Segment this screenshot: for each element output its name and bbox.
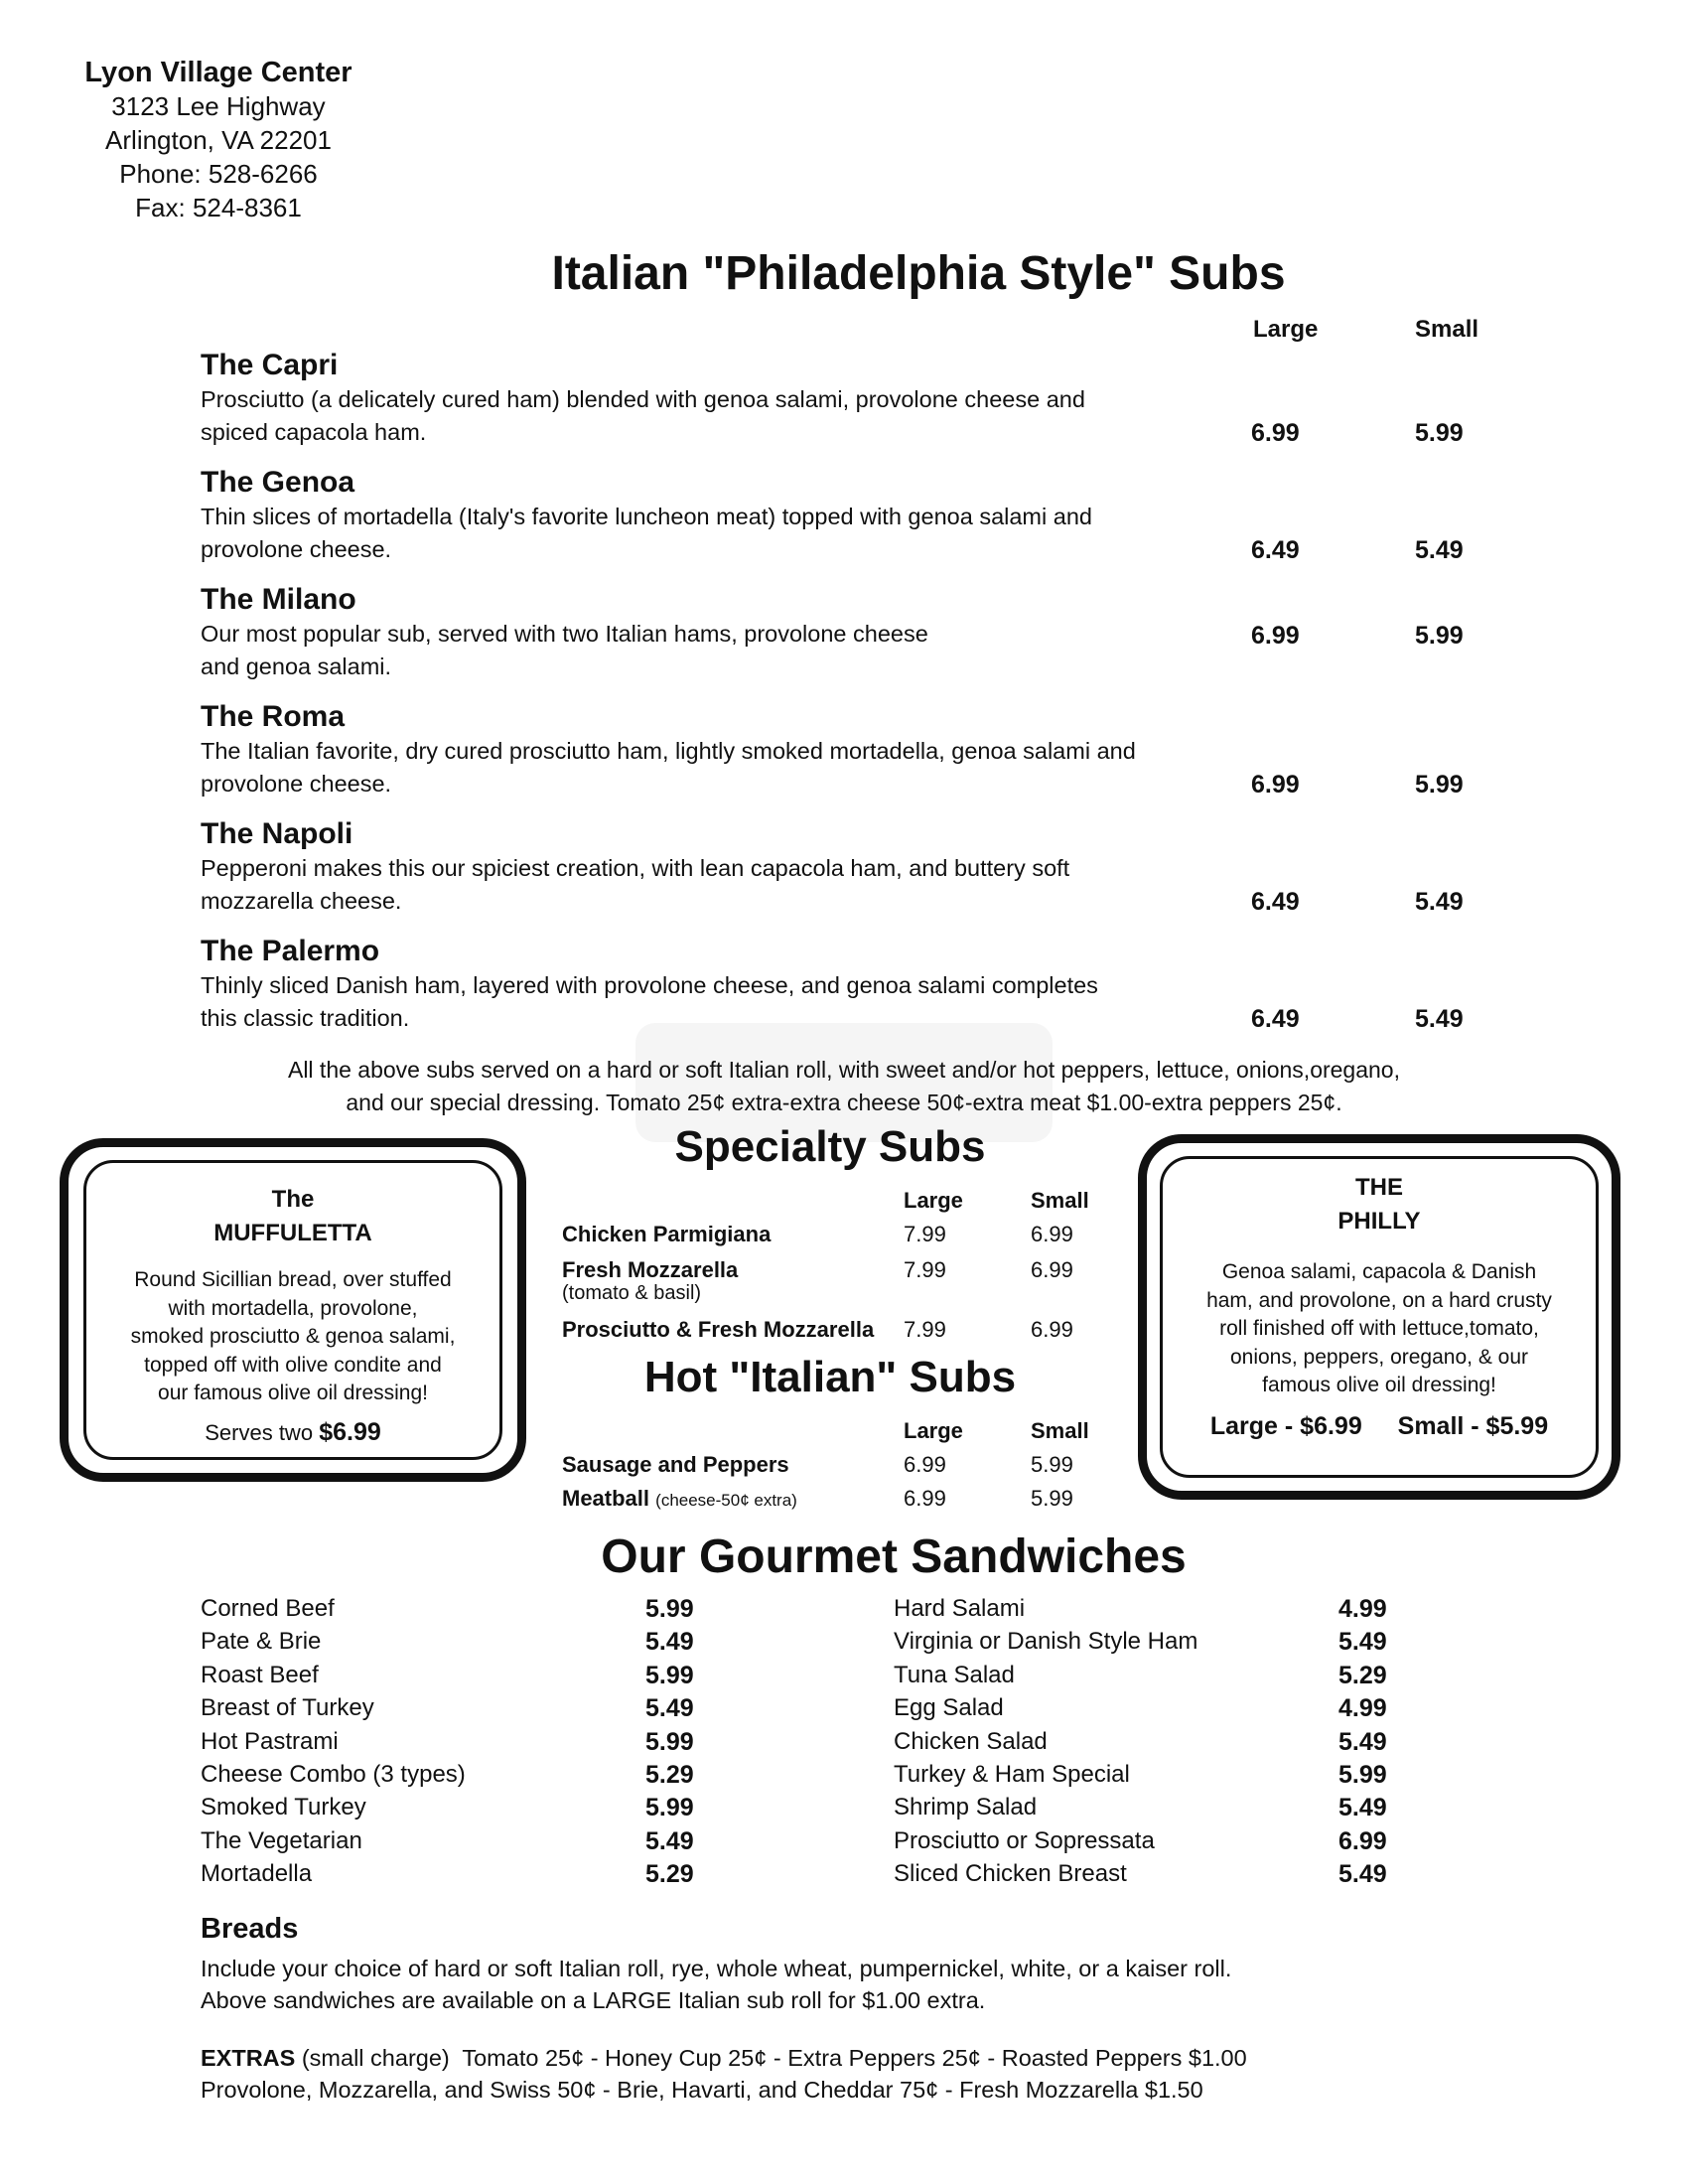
gourmet-item-name: Prosciutto or Sopressata (894, 1826, 1155, 1854)
breads-line: Include your choice of hard or soft Italian roll, rye, whole wheat, pumpernickel, white, or a kaiser roll. (201, 1956, 1232, 1981)
muffuletta-price: $6.99 (319, 1417, 381, 1446)
gourmet-item (894, 1827, 1410, 1860)
specialty-title: Specialty Subs (674, 1122, 986, 1171)
gourmet-item-price: 5.99 (1338, 1760, 1387, 1789)
muffuletta-desc-line: smoked prosciutto & genoa salami, (130, 1325, 456, 1348)
hot-small-price: 5.99 (1031, 1452, 1073, 1477)
hot-note: (cheese-50¢ extra) (655, 1491, 797, 1510)
sub-desc: provolone cheese. (201, 771, 392, 797)
hot-large-header: Large (904, 1418, 963, 1443)
gourmet-item-name: Turkey & Ham Special (894, 1760, 1130, 1788)
specialty-name: Prosciutto & Fresh Mozzarella (562, 1317, 875, 1342)
genoa-small-price: 5.49 (1415, 536, 1464, 564)
sub-item-roma (201, 699, 1293, 801)
hot-name: Meatball (562, 1486, 650, 1511)
sub-name: The Genoa (201, 466, 355, 499)
gourmet-item-price: 5.29 (645, 1860, 694, 1889)
philly-box-inner (1160, 1156, 1599, 1478)
gourmet-item-name: Tuna Salad (894, 1661, 1015, 1688)
gourmet-title: Our Gourmet Sandwiches (601, 1530, 1187, 1583)
store-city: Arlington, VA 22201 (105, 125, 332, 155)
extras-line: Provolone, Mozzarella, and Swiss 50¢ - Brie, Havarti, and Cheddar 75¢ - Fresh Mozzarella $1.50 (201, 2077, 1203, 2103)
gourmet-item-name: Cheese Combo (3 types) (201, 1760, 466, 1788)
gourmet-item-name: Hard Salami (894, 1595, 1026, 1622)
sub-name: The Palermo (201, 935, 380, 967)
sub-desc: Prosciutto (a delicately cured ham) blended with genoa salami, provolone cheese and (201, 386, 1085, 412)
gourmet-item-name: Smoked Turkey (201, 1794, 366, 1821)
sub-desc: Thinly sliced Danish ham, layered with provolone cheese, and genoa salami completes (201, 972, 1098, 998)
muffuletta-desc-line: topped off with olive condite and (144, 1353, 442, 1377)
gourmet-item-name: Hot Pastrami (201, 1727, 339, 1755)
breads-text (201, 1953, 1231, 2016)
specialty-small-header: Small (1031, 1188, 1089, 1213)
gourmet-item (201, 1860, 737, 1893)
sub-item-napoli (201, 816, 1293, 918)
gourmet-item-price: 5.49 (645, 1694, 694, 1723)
gourmet-item (894, 1595, 1410, 1628)
gourmet-item (201, 1662, 737, 1694)
sub-desc: Thin slices of mortadella (Italy's favorite luncheon meat) topped with genoa salami and (201, 504, 1092, 529)
muffuletta-desc-line: Round Sicillian bread, over stuffed (134, 1268, 452, 1291)
extras-line (201, 2042, 1247, 2074)
gourmet-left-list (201, 1595, 737, 1894)
specialty-large-price: 7.99 (904, 1257, 946, 1282)
muffuletta-serves-label: Serves two (205, 1419, 314, 1445)
store-fax: Fax: 524-8361 (135, 193, 302, 222)
specialty-small-price: 6.99 (1031, 1257, 1073, 1282)
gourmet-item (894, 1694, 1410, 1727)
sub-desc: this classic tradition. (201, 1005, 410, 1031)
philly-title-line: PHILLY (1337, 1208, 1421, 1235)
hot-large-price: 6.99 (904, 1452, 946, 1477)
store-header (79, 56, 357, 224)
gourmet-item-name: Egg Salad (894, 1694, 1004, 1722)
sub-name: The Roma (201, 700, 346, 733)
gourmet-item-name: Sliced Chicken Breast (894, 1860, 1127, 1888)
philly-prices (1163, 1412, 1596, 1441)
gourmet-item (894, 1794, 1410, 1826)
gourmet-right-list (894, 1595, 1410, 1894)
palermo-small-price: 5.49 (1415, 1005, 1464, 1033)
muffuletta-box-inner (83, 1160, 502, 1460)
philly-large-price: Large - $6.99 (1209, 1411, 1362, 1440)
gourmet-item-price: 5.99 (645, 1794, 694, 1822)
specialty-small-price: 6.99 (1031, 1317, 1073, 1342)
sub-desc: mozzarella cheese. (201, 888, 402, 914)
specialty-large-price: 7.99 (904, 1222, 946, 1246)
gourmet-item-price: 5.99 (645, 1595, 694, 1623)
gourmet-item-name: Pate & Brie (201, 1628, 322, 1656)
specialty-name: Chicken Parmigiana (562, 1222, 772, 1246)
gourmet-item-price: 5.99 (645, 1727, 694, 1756)
gourmet-item (201, 1595, 737, 1628)
store-address: 3123 Lee Highway (111, 91, 326, 121)
breads-title: Breads (201, 1913, 299, 1945)
philly-desc-line: Genoa salami, capacola & Danish (1221, 1260, 1537, 1283)
specialty-large-header: Large (904, 1188, 963, 1213)
gourmet-item-price: 5.49 (1338, 1794, 1387, 1822)
gourmet-item-name: Mortadella (201, 1860, 313, 1888)
gourmet-item (894, 1860, 1410, 1893)
extras-label: EXTRAS (201, 2045, 296, 2071)
breads-line: Above sandwiches are available on a LARGE Italian sub roll for $1.00 extra. (201, 1987, 986, 2013)
specialty-large-price: 7.99 (904, 1317, 946, 1342)
gourmet-item-name: Shrimp Salad (894, 1794, 1038, 1821)
specialty-name: Fresh Mozzarella (562, 1257, 739, 1282)
napoli-large-price: 6.49 (1251, 888, 1300, 916)
milano-small-price: 5.99 (1415, 622, 1464, 650)
gourmet-item-price: 5.99 (645, 1661, 694, 1689)
gourmet-item (894, 1662, 1410, 1694)
italian-small-header: Small (1415, 316, 1479, 343)
specialty-small-price: 6.99 (1031, 1222, 1073, 1246)
gourmet-item (201, 1827, 737, 1860)
capri-small-price: 5.99 (1415, 419, 1464, 447)
gourmet-item (201, 1761, 737, 1794)
gourmet-item-name: The Vegetarian (201, 1826, 362, 1854)
gourmet-item-price: 4.99 (1338, 1595, 1387, 1623)
extras (201, 2042, 1247, 2106)
philly-title-line: THE (1355, 1174, 1403, 1201)
philly-desc-line: onions, peppers, oregano, & our (1229, 1345, 1529, 1369)
hot-small-price: 5.99 (1031, 1486, 1073, 1511)
gourmet-item-price: 5.29 (645, 1760, 694, 1789)
gourmet-item-price: 5.49 (1338, 1860, 1387, 1889)
gourmet-item-price: 4.99 (1338, 1694, 1387, 1723)
gourmet-item-name: Breast of Turkey (201, 1694, 374, 1722)
sub-item-genoa (201, 465, 1293, 566)
sub-desc: The Italian favorite, dry cured prosciutto ham, lightly smoked mortadella, genoa salami and (201, 738, 1136, 764)
muffuletta-title-line: The (271, 1186, 315, 1213)
philly-desc-line: famous olive oil dressing! (1262, 1374, 1496, 1396)
napoli-small-price: 5.49 (1415, 888, 1464, 916)
hot-name: Sausage and Peppers (562, 1452, 789, 1477)
gourmet-item (201, 1694, 737, 1727)
gourmet-item-price: 6.99 (1338, 1826, 1387, 1855)
hot-subs-title: Hot "Italian" Subs (643, 1353, 1017, 1401)
philly-desc-line: roll finished off with lettuce,tomato, (1219, 1317, 1539, 1340)
genoa-large-price: 6.49 (1251, 536, 1300, 564)
gourmet-item-name: Virginia or Danish Style Ham (894, 1628, 1198, 1656)
gourmet-item-price: 5.49 (645, 1628, 694, 1657)
roma-small-price: 5.99 (1415, 771, 1464, 799)
gourmet-item-price: 5.49 (1338, 1628, 1387, 1657)
roma-large-price: 6.99 (1251, 771, 1300, 799)
gourmet-item (201, 1794, 737, 1826)
muffuletta-desc-line: our famous olive oil dressing! (158, 1382, 428, 1404)
extras-text: (small charge) Tomato 25¢ - Honey Cup 25¢ - Extra Peppers 25¢ - Roasted Peppers $1.00 (295, 2045, 1247, 2071)
sub-desc: and genoa salami. (201, 654, 392, 679)
gourmet-item (201, 1728, 737, 1761)
muffuletta-desc-line: with mortadella, provolone, (168, 1296, 418, 1320)
milano-large-price: 6.99 (1251, 622, 1300, 650)
gourmet-item (894, 1728, 1410, 1761)
philly-desc-line: ham, and provolone, on a hard crusty (1206, 1288, 1552, 1312)
gourmet-item-price: 5.49 (645, 1826, 694, 1855)
sub-name: The Napoli (201, 817, 353, 850)
hot-small-header: Small (1031, 1418, 1089, 1443)
sub-item-milano (201, 582, 1293, 683)
specialty-subtitle: (tomato & basil) (562, 1282, 702, 1304)
hot-large-price: 6.99 (904, 1486, 946, 1511)
sub-desc: Pepperoni makes this our spiciest creation, with lean capacola ham, and buttery soft (201, 855, 1070, 881)
gourmet-item-name: Chicken Salad (894, 1727, 1048, 1755)
gourmet-item-price: 5.49 (1338, 1727, 1387, 1756)
subs-note-line: All the above subs served on a hard or soft Italian roll, with sweet and/or hot peppers, lettuce, onions,oregano, (287, 1057, 1400, 1083)
muffuletta-title-line: MUFFULETTA (213, 1220, 372, 1246)
store-name: Lyon Village Center (84, 57, 352, 88)
sub-item-capri (201, 348, 1293, 449)
sub-name: The Capri (201, 349, 339, 381)
italian-large-header: Large (1253, 316, 1319, 343)
sub-desc: spiced capacola ham. (201, 419, 427, 445)
philly-small-price: Small - $5.99 (1397, 1411, 1549, 1440)
gourmet-item (894, 1628, 1410, 1661)
muffuletta-serves (86, 1418, 499, 1447)
palermo-large-price: 6.49 (1251, 1005, 1300, 1033)
gourmet-item-price: 5.29 (1338, 1661, 1387, 1689)
gourmet-item (894, 1761, 1410, 1794)
subs-note (159, 1054, 1529, 1119)
subs-note-line: and our special dressing. Tomato 25¢ extra-extra cheese 50¢-extra meat $1.00-extra peppers 25¢. (346, 1090, 1342, 1115)
store-phone: Phone: 528-6266 (119, 159, 318, 189)
gourmet-item-name: Corned Beef (201, 1595, 335, 1622)
gourmet-item (201, 1628, 737, 1661)
gourmet-item-name: Roast Beef (201, 1661, 319, 1688)
capri-large-price: 6.99 (1251, 419, 1300, 447)
sub-desc: provolone cheese. (201, 536, 392, 562)
sub-name: The Milano (201, 583, 356, 616)
italian-subs-title: Italian "Philadelphia Style" Subs (551, 247, 1286, 300)
sub-desc: Our most popular sub, served with two Italian hams, provolone cheese (201, 621, 928, 647)
